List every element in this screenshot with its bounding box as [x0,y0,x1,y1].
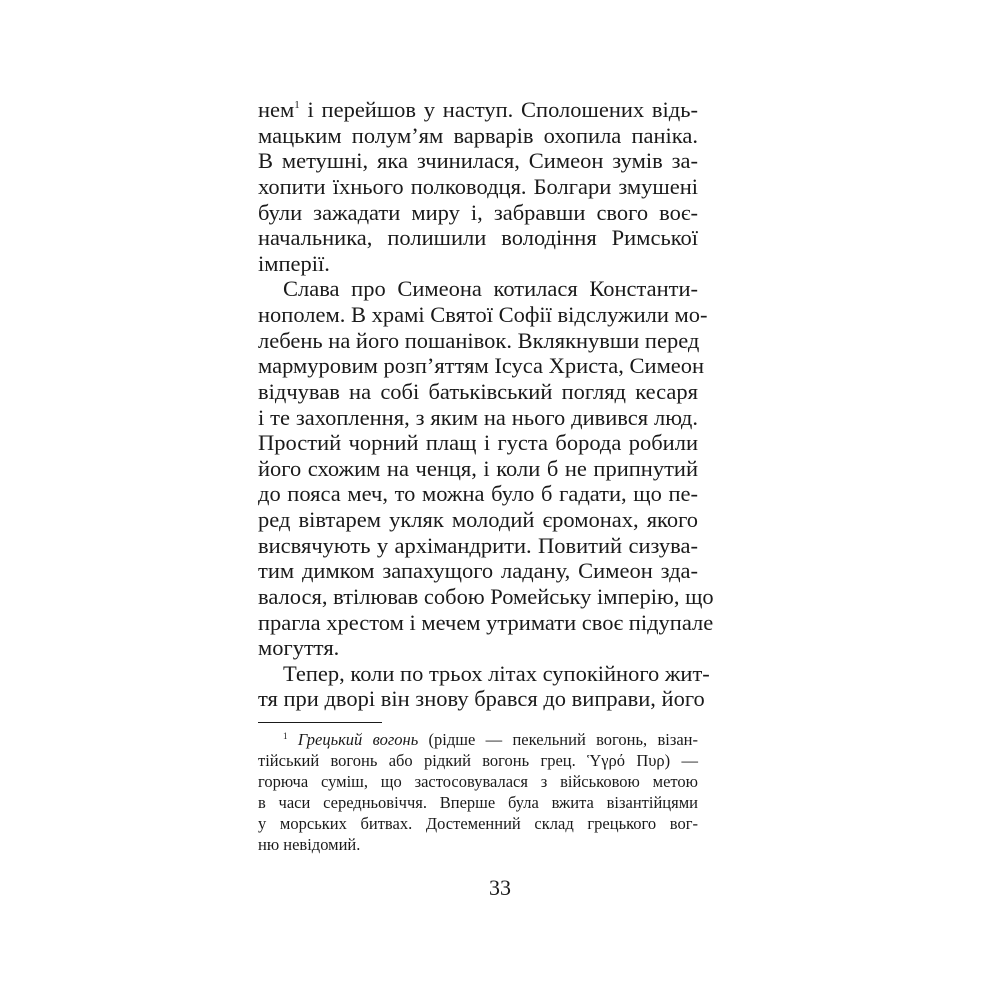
page-number: 33 [489,875,511,900]
text-line: були зажадати миру і, забравши свого воє- [258,199,698,225]
text-line: хопити їхнього полководця. Болгари змушені [258,173,698,199]
text-line: висвячують у архімандрити. Повитий сизува- [258,532,698,558]
footnote-line: $^1$ Грецький вогонь (рідше — пекельний вогонь, візан- [283,730,698,749]
text-line: імперії. [258,250,330,276]
text-line: валося, втілював собою Ромейську імперію, що [258,583,714,609]
text-line: Тепер, коли по трьох літах супокійного жит- [283,660,710,686]
text-line: Простий чорний плащ і густа борода робили [258,430,698,456]
text-line: мацьким полум’ям варварів охопила паніка. [258,122,698,148]
footnote-marker: 1 [283,731,288,741]
text-line: прагла хрестом і мечем утримати своє підупале [258,609,714,635]
text-line: його схожим на ченця, і коли б не припнутий [258,455,698,481]
text-line: начальника, полишили володіння Римської [258,225,698,251]
footnote-line: в часи середньовіччя. Вперше була вжита візантійцями [258,793,698,812]
text-line: лебень на його пошанівок. Вклякнувши перед [258,327,700,353]
text-line: до пояса меч, то можна було б гадати, що пе- [258,481,698,507]
footnote-term: Грецький вогонь [297,730,419,749]
text-line: нем$^1$ і перейшов у наступ. Сполошених відь- [258,97,698,122]
text-line: нополем. В храмі Святої Софії відслужили мо- [258,302,708,327]
footnote-line: ню невідомий. [258,835,361,854]
text-line: ред вівтарем укляк молодий єромонах, якого [258,507,698,532]
footnote-separator [258,722,382,723]
text-line: тя при дворі він знову брався до виправи, його [258,686,705,712]
text-line: Слава про Симеона котилася Константи- [283,276,698,302]
text-line: відчував на собі батьківський погляд кесаря [258,378,698,404]
text-line: і те захоплення, з яким на нього дивився люд. [258,404,698,430]
footnote-line: горюча суміш, що застосовувалася з військовою метою [258,772,698,791]
text-line: В метушні, яка зчинилася, Симеон зумів за- [258,148,698,174]
text-line: могуття. [258,635,340,661]
footnote-line: у морських битвах. Достеменний склад грецького вог- [258,814,698,833]
footnote-line: тійський вогонь або рідкий вогонь грец. Ὑγρό Πυρ) — [258,751,698,770]
footnote-ref: 1 [294,99,300,111]
text-line: тим димком запахущого ладану, Симеон зда- [258,558,698,584]
text-line: мармуровим розп’яттям Ісуса Христа, Симеон [258,353,705,379]
